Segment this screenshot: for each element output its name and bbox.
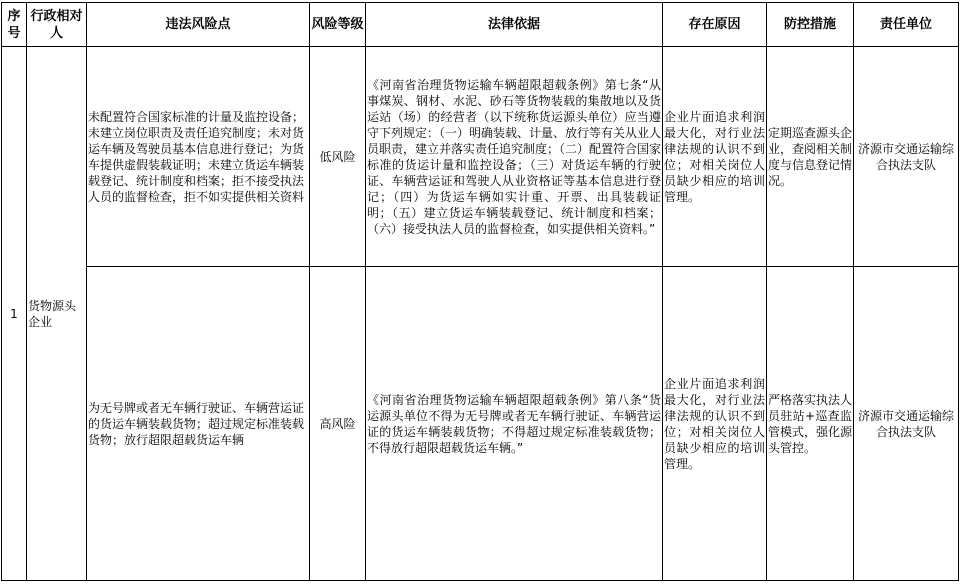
risk-point-cell: 为无号牌或者无车辆行驶证、车辆营运证的货运车辆装载货物；超过规定标准装载货物；放行超限超载货运车辆 — [87, 267, 310, 581]
header-cause: 存在原因 — [663, 3, 767, 47]
legal-basis-cell: 《河南省治理货物运输车辆超限超载条例》第七条“从事煤炭、钢材、水泥、砂石等货物装载的集散地以及货运站（场）的经营者（以下统称货运源头单位）应当遵守下列规定：（一）明确装载、计量、放行等有关从业人员职责，建立并落实责任追究制度；（二）配置符合国家标准的货运计量和监控设备；（三）对货运车辆的行驶证、车辆营运证和驾驶人从业资格证等基本信息进行登记；（四）为货运车辆如实计重、开票、出具装载证明；（五）建立货运车辆装载登记、统计制度和档案；（六）接受执法人员的监督检查，如实提供相关资料。” — [366, 47, 663, 267]
legal-basis-cell: 《河南省治理货物运输车辆超限超载条例》第八条“货运源头单位不得为无号牌或者无车辆行驶证、车辆营运证的货运车辆装载货物；不得超过规定标准装载货物；不得放行超限超载货运车辆。” — [366, 267, 663, 581]
cause-cell: 企业片面追求利润最大化，对行业法律法规的认识不到位；对相关岗位人员缺少相应的培训管理。 — [663, 47, 767, 267]
risk-table — [1, 2, 959, 581]
risk-level-cell: 高风险 — [310, 267, 366, 581]
measures-cell: 定期巡查源头企业，查阅相关制度与信息登记情况。 — [767, 47, 854, 267]
unit-cell: 济源市交通运输综合执法支队 — [854, 267, 959, 581]
header-subject: 行政相对人 — [27, 3, 87, 47]
header-row — [2, 3, 959, 47]
risk-level-cell: 低风险 — [310, 47, 366, 267]
header-seq: 序号 — [2, 3, 27, 47]
table-row — [2, 267, 959, 581]
header-measures: 防控措施 — [767, 3, 854, 47]
table-row — [2, 47, 959, 267]
subject-cell: 货物源头企业 — [27, 47, 87, 581]
risk-point-cell: 未配置符合国家标准的计量及监控设备；未建立岗位职责及责任追究制度；未对货运车辆及驾驶员基本信息进行登记；为货车提供虚假装载证明；未建立货运车辆装载登记、统计制度和档案；拒不接受执法人员的监督检查，拒不如实提供相关资料 — [87, 47, 310, 267]
header-legal-basis: 法律依据 — [366, 3, 663, 47]
header-risk-point: 违法风险点 — [87, 3, 310, 47]
seq-cell: 1 — [2, 47, 27, 581]
cause-cell: 企业片面追求利润最大化，对行业法律法规的认识不到位；对相关岗位人员缺少相应的培训管理。 — [663, 267, 767, 581]
unit-cell: 济源市交通运输综合执法支队 — [854, 47, 959, 267]
header-unit: 责任单位 — [854, 3, 959, 47]
measures-cell: 严格落实执法人员驻站+巡查监管模式，强化源头管控。 — [767, 267, 854, 581]
header-risk-level: 风险等级 — [310, 3, 366, 47]
